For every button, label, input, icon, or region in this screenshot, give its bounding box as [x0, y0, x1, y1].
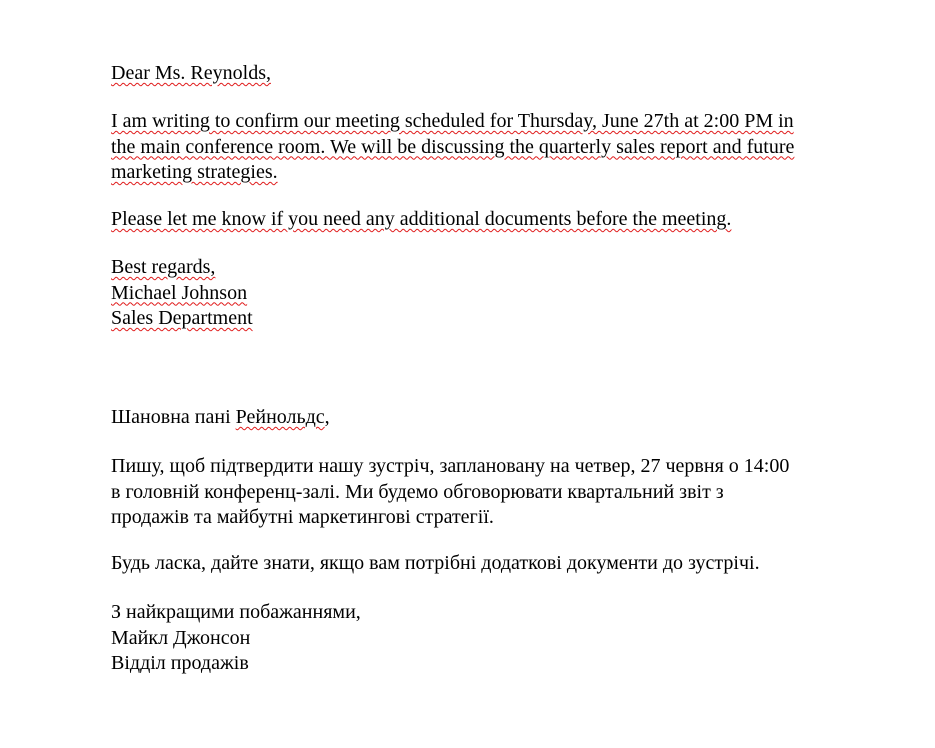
paragraph-line: I am writing to confirm our meeting scheduled for Thursday, June 27th at 2:00 PM in	[111, 110, 794, 132]
greeting-text: Dear Ms. Reynolds,	[111, 62, 271, 84]
paragraph-line: продажів та майбутні маркетингові стратегії.	[111, 506, 494, 528]
closing-text: Best regards,	[111, 256, 216, 278]
paragraph-line: Будь ласка, дайте знати, якщо вам потрібні додаткові документи до зустрічі.	[111, 552, 760, 574]
signer-department: Sales Department	[111, 307, 253, 329]
greeting-text	[111, 405, 901, 431]
paragraph-line: Please let me know if you need any additional documents before the meeting.	[111, 208, 732, 230]
ukrainian-signature	[111, 600, 901, 677]
ukrainian-body-paragraph-2	[111, 551, 901, 577]
ukrainian-body-paragraph-1	[111, 454, 901, 531]
english-body-paragraph-1	[111, 109, 901, 186]
english-signature	[111, 255, 901, 332]
greeting-end: ,	[324, 406, 330, 428]
english-greeting	[111, 61, 901, 87]
ukrainian-greeting	[111, 405, 901, 431]
signer-name: Майкл Джонсон	[111, 626, 251, 649]
signer-department: Відділ продажів	[111, 652, 249, 674]
greeting-main: Шановна пані	[111, 406, 236, 428]
paragraph-line: marketing strategies.	[111, 161, 278, 183]
paragraph-line: в головній конференц-залі. Ми будемо обговорювати квартальний звіт з	[111, 480, 724, 503]
signer-name: Michael Johnson	[111, 281, 248, 304]
paragraph-line: the main conference room. We will be discussing the quarterly sales report and future	[111, 135, 795, 158]
english-body-paragraph-2	[111, 207, 901, 233]
closing-text: З найкращими побажаннями,	[111, 601, 361, 623]
greeting-name: Рейнольдс	[235, 406, 325, 428]
paragraph-line: Пишу, щоб підтвердити нашу зустріч, заплановану на четвер, 27 червня о 14:00	[111, 455, 790, 477]
